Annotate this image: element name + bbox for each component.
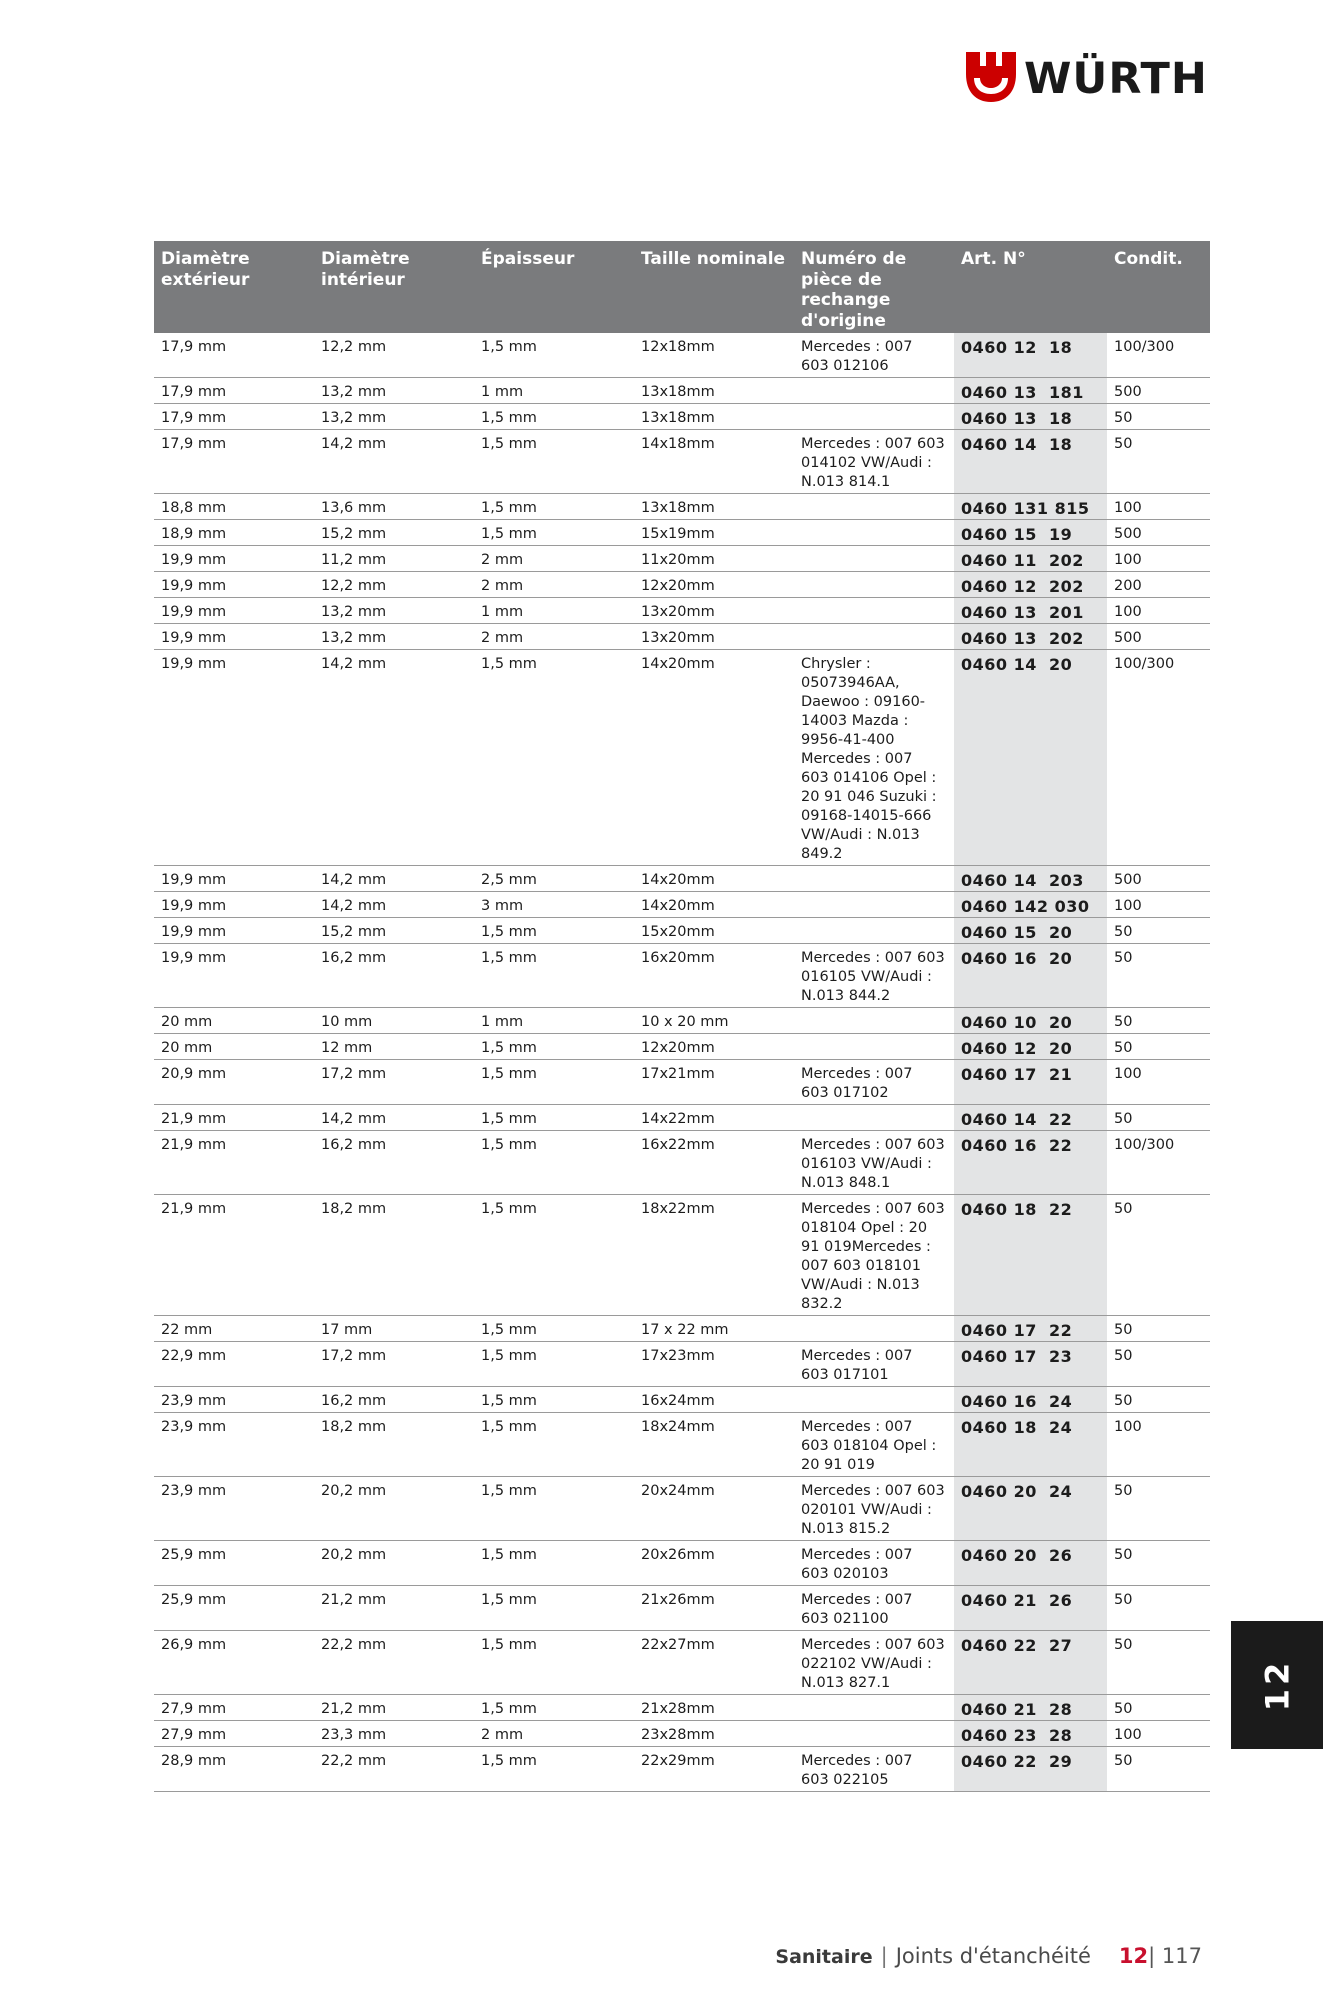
table-cell: 19,9 mm: [154, 650, 314, 866]
table-row: [154, 1105, 1210, 1131]
page-footer: [775, 1944, 1202, 1968]
table-cell: 19,9 mm: [154, 546, 314, 572]
table-row: [154, 572, 1210, 598]
table-cell: 18x24mm: [634, 1413, 794, 1477]
column-header: Diamètre extérieur: [154, 241, 314, 333]
table-cell: [794, 520, 954, 546]
chapter-tab-label: 12: [1258, 1658, 1296, 1712]
column-header: Condit.: [1107, 241, 1210, 333]
table-cell: 0460 14 20: [954, 650, 1107, 866]
table-cell: [794, 866, 954, 892]
table-cell: 27,9 mm: [154, 1721, 314, 1747]
table-cell: [794, 1316, 954, 1342]
table-cell: 18,8 mm: [154, 494, 314, 520]
table-cell: 12x20mm: [634, 1034, 794, 1060]
table-cell: [794, 404, 954, 430]
table-cell: 0460 20 26: [954, 1541, 1107, 1586]
table-cell: 22 mm: [154, 1316, 314, 1342]
table-cell: 50: [1107, 1631, 1210, 1695]
table-cell: 1,5 mm: [474, 333, 634, 378]
table-cell: 23,9 mm: [154, 1387, 314, 1413]
table-cell: 17 mm: [314, 1316, 474, 1342]
table-cell: 25,9 mm: [154, 1586, 314, 1631]
table-cell: 20 mm: [154, 1008, 314, 1034]
table-cell: 1,5 mm: [474, 944, 634, 1008]
table-cell: 15x20mm: [634, 918, 794, 944]
table-cell: 2 mm: [474, 546, 634, 572]
table-row: [154, 333, 1210, 378]
table-cell: 0460 12 20: [954, 1034, 1107, 1060]
table-cell: 0460 13 202: [954, 624, 1107, 650]
table-row: [154, 598, 1210, 624]
table-cell: 0460 13 201: [954, 598, 1107, 624]
table-cell: 14,2 mm: [314, 892, 474, 918]
table-cell: 21,9 mm: [154, 1131, 314, 1195]
table-cell: 17,9 mm: [154, 430, 314, 494]
table-cell: 19,9 mm: [154, 918, 314, 944]
footer-page-number: | 117: [1148, 1944, 1202, 1968]
table-cell: 21,9 mm: [154, 1195, 314, 1316]
table-cell: 10 mm: [314, 1008, 474, 1034]
table-cell: 22x29mm: [634, 1747, 794, 1792]
table-cell: 0460 21 26: [954, 1586, 1107, 1631]
table-cell: 13x18mm: [634, 378, 794, 404]
table-cell: 14,2 mm: [314, 1105, 474, 1131]
table-cell: 1,5 mm: [474, 1747, 634, 1792]
table-cell: 50: [1107, 1195, 1210, 1316]
table-row: [154, 1477, 1210, 1541]
table-cell: 17,2 mm: [314, 1342, 474, 1387]
column-header: Art. N°: [954, 241, 1107, 333]
table-cell: 1,5 mm: [474, 494, 634, 520]
table-cell: 1,5 mm: [474, 1477, 634, 1541]
table-cell: [794, 624, 954, 650]
table-cell: 25,9 mm: [154, 1541, 314, 1586]
table-cell: 21,2 mm: [314, 1695, 474, 1721]
table-cell: 11,2 mm: [314, 546, 474, 572]
table-header-row: [154, 241, 1210, 333]
table-row: [154, 1342, 1210, 1387]
table-cell: 13x18mm: [634, 404, 794, 430]
table-cell: 200: [1107, 572, 1210, 598]
wurth-logo-icon: [966, 52, 1016, 106]
table-cell: 1,5 mm: [474, 1034, 634, 1060]
column-header: Numéro de pièce de rechange d'origine: [794, 241, 954, 333]
table-cell: 16,2 mm: [314, 1131, 474, 1195]
table-cell: 16,2 mm: [314, 1387, 474, 1413]
table-cell: 17,2 mm: [314, 1060, 474, 1105]
table-cell: 1,5 mm: [474, 1413, 634, 1477]
table-cell: 14,2 mm: [314, 430, 474, 494]
table-cell: 500: [1107, 624, 1210, 650]
table-row: [154, 1008, 1210, 1034]
table-cell: 23,9 mm: [154, 1477, 314, 1541]
table-cell: 14x20mm: [634, 892, 794, 918]
table-cell: 0460 18 24: [954, 1413, 1107, 1477]
table-cell: 50: [1107, 1695, 1210, 1721]
table-cell: 100/300: [1107, 650, 1210, 866]
table-cell: 15,2 mm: [314, 918, 474, 944]
table-cell: 100: [1107, 892, 1210, 918]
table-row: [154, 624, 1210, 650]
table-cell: Mercedes : 007 603 020103: [794, 1541, 954, 1586]
table-cell: 16x22mm: [634, 1131, 794, 1195]
column-header: Épaisseur: [474, 241, 634, 333]
table-cell: 21x26mm: [634, 1586, 794, 1631]
table-cell: 1,5 mm: [474, 1586, 634, 1631]
table-cell: 0460 11 202: [954, 546, 1107, 572]
table-row: [154, 1195, 1210, 1316]
table-row: [154, 918, 1210, 944]
table-cell: 12 mm: [314, 1034, 474, 1060]
table-cell: 20,2 mm: [314, 1477, 474, 1541]
table-row: [154, 1387, 1210, 1413]
table-cell: 23,3 mm: [314, 1721, 474, 1747]
table-cell: 0460 22 29: [954, 1747, 1107, 1792]
table-cell: 17,9 mm: [154, 404, 314, 430]
table-row: [154, 378, 1210, 404]
chapter-tab[interactable]: [1231, 1621, 1323, 1749]
table-cell: 0460 142 030: [954, 892, 1107, 918]
table-cell: 50: [1107, 1541, 1210, 1586]
table-cell: 0460 17 21: [954, 1060, 1107, 1105]
footer-chapter: 12: [1118, 1944, 1149, 1968]
table-cell: 14,2 mm: [314, 650, 474, 866]
table-cell: 1 mm: [474, 1008, 634, 1034]
table-cell: 0460 14 18: [954, 430, 1107, 494]
table-cell: Mercedes : 007 603 017101: [794, 1342, 954, 1387]
table-cell: 0460 17 23: [954, 1342, 1107, 1387]
table-cell: 0460 12 18: [954, 333, 1107, 378]
table-cell: 17,9 mm: [154, 333, 314, 378]
table-cell: 18,2 mm: [314, 1413, 474, 1477]
table-cell: [794, 1387, 954, 1413]
table-cell: 1 mm: [474, 598, 634, 624]
table-cell: [794, 1034, 954, 1060]
table-cell: 50: [1107, 1586, 1210, 1631]
table-cell: 1,5 mm: [474, 1695, 634, 1721]
table-cell: 50: [1107, 944, 1210, 1008]
table-cell: 21x28mm: [634, 1695, 794, 1721]
table-cell: 50: [1107, 918, 1210, 944]
table-cell: 500: [1107, 378, 1210, 404]
table-row: [154, 494, 1210, 520]
table-cell: 0460 17 22: [954, 1316, 1107, 1342]
table-cell: 0460 16 20: [954, 944, 1107, 1008]
table-cell: 2,5 mm: [474, 866, 634, 892]
table-cell: 3 mm: [474, 892, 634, 918]
table-cell: 21,2 mm: [314, 1586, 474, 1631]
table-cell: Mercedes : 007 603 016105 VW/Audi : N.013 844.2: [794, 944, 954, 1008]
table-cell: 12,2 mm: [314, 572, 474, 598]
table-cell: 2 mm: [474, 624, 634, 650]
table-cell: [794, 572, 954, 598]
table-body: [154, 333, 1210, 1792]
table-cell: 19,9 mm: [154, 866, 314, 892]
table-row: [154, 1586, 1210, 1631]
table-cell: 0460 14 203: [954, 866, 1107, 892]
table-row: [154, 404, 1210, 430]
table-cell: 100: [1107, 546, 1210, 572]
table-cell: 13,2 mm: [314, 598, 474, 624]
table-cell: [794, 1695, 954, 1721]
table-cell: 19,9 mm: [154, 598, 314, 624]
table-cell: 0460 16 22: [954, 1131, 1107, 1195]
table-cell: 13x18mm: [634, 494, 794, 520]
table-row: [154, 546, 1210, 572]
table-row: [154, 866, 1210, 892]
table-cell: 100/300: [1107, 333, 1210, 378]
table-cell: 11x20mm: [634, 546, 794, 572]
table-cell: 100: [1107, 598, 1210, 624]
table-cell: 22,2 mm: [314, 1747, 474, 1792]
table-cell: 20 mm: [154, 1034, 314, 1060]
table-cell: 50: [1107, 1034, 1210, 1060]
table-cell: 1,5 mm: [474, 918, 634, 944]
table-cell: 1,5 mm: [474, 520, 634, 546]
table-cell: Mercedes : 007 603 012106: [794, 333, 954, 378]
table-row: [154, 430, 1210, 494]
table-cell: 2 mm: [474, 572, 634, 598]
table-cell: [794, 598, 954, 624]
table-cell: 50: [1107, 1316, 1210, 1342]
table-cell: 1,5 mm: [474, 1060, 634, 1105]
table-cell: 50: [1107, 404, 1210, 430]
table-cell: 20x24mm: [634, 1477, 794, 1541]
product-table: [154, 241, 1210, 1792]
table-row: [154, 1413, 1210, 1477]
table-cell: Mercedes : 007 603 022102 VW/Audi : N.013 827.1: [794, 1631, 954, 1695]
table-cell: 22,9 mm: [154, 1342, 314, 1387]
table-cell: 100/300: [1107, 1131, 1210, 1195]
table-row: [154, 892, 1210, 918]
table-cell: 500: [1107, 866, 1210, 892]
table-cell: 12,2 mm: [314, 333, 474, 378]
table-cell: 50: [1107, 1477, 1210, 1541]
table-cell: 50: [1107, 1342, 1210, 1387]
table-cell: 14x20mm: [634, 650, 794, 866]
table-cell: 13x20mm: [634, 598, 794, 624]
table-cell: 14,2 mm: [314, 866, 474, 892]
table-cell: 20,2 mm: [314, 1541, 474, 1586]
table-cell: 16x24mm: [634, 1387, 794, 1413]
table-cell: 0460 18 22: [954, 1195, 1107, 1316]
table-cell: 1,5 mm: [474, 430, 634, 494]
table-cell: 100: [1107, 494, 1210, 520]
table-row: [154, 1747, 1210, 1792]
table-cell: 2 mm: [474, 1721, 634, 1747]
table-cell: 100: [1107, 1721, 1210, 1747]
table-cell: 1,5 mm: [474, 1631, 634, 1695]
table-cell: 21,9 mm: [154, 1105, 314, 1131]
table-cell: 15x19mm: [634, 520, 794, 546]
table-cell: 0460 14 22: [954, 1105, 1107, 1131]
table-cell: 1 mm: [474, 378, 634, 404]
table-cell: 1,5 mm: [474, 404, 634, 430]
table-row: [154, 1131, 1210, 1195]
table-cell: 0460 16 24: [954, 1387, 1107, 1413]
table-cell: 1,5 mm: [474, 1342, 634, 1387]
table-cell: Mercedes : 007 603 020101 VW/Audi : N.013 815.2: [794, 1477, 954, 1541]
brand-logo: [966, 52, 1208, 106]
table-cell: 1,5 mm: [474, 1195, 634, 1316]
table-cell: [794, 1008, 954, 1034]
table-cell: 500: [1107, 520, 1210, 546]
table-cell: 13,2 mm: [314, 378, 474, 404]
table-row: [154, 1060, 1210, 1105]
table-cell: Mercedes : 007 603 017102: [794, 1060, 954, 1105]
table-cell: 22x27mm: [634, 1631, 794, 1695]
table-cell: 19,9 mm: [154, 572, 314, 598]
table-cell: 13,6 mm: [314, 494, 474, 520]
footer-section: Sanitaire: [775, 1946, 873, 1968]
table-row: [154, 944, 1210, 1008]
table-cell: 17x21mm: [634, 1060, 794, 1105]
table-cell: 1,5 mm: [474, 1131, 634, 1195]
table-cell: Mercedes : 007 603 014102 VW/Audi : N.013 814.1: [794, 430, 954, 494]
table-cell: Mercedes : 007 603 022105: [794, 1747, 954, 1792]
brand-name: WÜRTH: [1024, 54, 1208, 104]
table-cell: 0460 21 28: [954, 1695, 1107, 1721]
table-cell: 19,9 mm: [154, 944, 314, 1008]
column-header: Diamètre intérieur: [314, 241, 474, 333]
table-cell: 100: [1107, 1413, 1210, 1477]
table-cell: 13x20mm: [634, 624, 794, 650]
table-cell: Mercedes : 007 603 018104 Opel : 20 91 019: [794, 1413, 954, 1477]
table-cell: 23,9 mm: [154, 1413, 314, 1477]
table-cell: 19,9 mm: [154, 624, 314, 650]
table-cell: 0460 13 18: [954, 404, 1107, 430]
table-cell: 23x28mm: [634, 1721, 794, 1747]
table-cell: 50: [1107, 1008, 1210, 1034]
table-cell: 50: [1107, 1105, 1210, 1131]
table-cell: 16,2 mm: [314, 944, 474, 1008]
table-cell: 0460 13 181: [954, 378, 1107, 404]
table-cell: 12x18mm: [634, 333, 794, 378]
table-row: [154, 1034, 1210, 1060]
table-cell: 1,5 mm: [474, 1316, 634, 1342]
table-cell: 14x18mm: [634, 430, 794, 494]
table-cell: Mercedes : 007 603 016103 VW/Audi : N.013 848.1: [794, 1131, 954, 1195]
table-cell: 0460 12 202: [954, 572, 1107, 598]
table-cell: [794, 546, 954, 572]
table-cell: 13,2 mm: [314, 624, 474, 650]
table-cell: 1,5 mm: [474, 1105, 634, 1131]
table-cell: 0460 15 20: [954, 918, 1107, 944]
table-cell: Mercedes : 007 603 021100: [794, 1586, 954, 1631]
table-cell: 20,9 mm: [154, 1060, 314, 1105]
table-row: [154, 1721, 1210, 1747]
table-cell: 50: [1107, 430, 1210, 494]
table-cell: [794, 892, 954, 918]
table-cell: 50: [1107, 1387, 1210, 1413]
table-cell: Mercedes : 007 603 018104 Opel : 20 91 019Mercedes : 007 603 018101 VW/Audi : N.013 832.2: [794, 1195, 954, 1316]
table-cell: 17 x 22 mm: [634, 1316, 794, 1342]
table-cell: 0460 20 24: [954, 1477, 1107, 1541]
table-cell: 10 x 20 mm: [634, 1008, 794, 1034]
table-cell: Chrysler : 05073946AA, Daewoo : 09160- 14003 Mazda : 9956-41-400 Mercedes : 007 603 014106 Opel : 20 91 046 Suzuki : 09168-14015-666 VW/Audi : N.013 849.2: [794, 650, 954, 866]
table-cell: [794, 1721, 954, 1747]
table-row: [154, 520, 1210, 546]
table-cell: 12x20mm: [634, 572, 794, 598]
table-cell: 50: [1107, 1747, 1210, 1792]
table-cell: 15,2 mm: [314, 520, 474, 546]
table-cell: 20x26mm: [634, 1541, 794, 1586]
table-cell: [794, 494, 954, 520]
table-cell: 13,2 mm: [314, 404, 474, 430]
table-row: [154, 650, 1210, 866]
table-cell: [794, 378, 954, 404]
table-cell: 1,5 mm: [474, 1541, 634, 1586]
table-cell: 22,2 mm: [314, 1631, 474, 1695]
table-cell: 19,9 mm: [154, 892, 314, 918]
table-cell: 14x22mm: [634, 1105, 794, 1131]
table-cell: 17x23mm: [634, 1342, 794, 1387]
table-cell: [794, 1105, 954, 1131]
table-cell: 18x22mm: [634, 1195, 794, 1316]
table-cell: [794, 918, 954, 944]
table-cell: 1,5 mm: [474, 650, 634, 866]
table-cell: 16x20mm: [634, 944, 794, 1008]
column-header: Taille nominale: [634, 241, 794, 333]
table-cell: 100: [1107, 1060, 1210, 1105]
table-cell: 1,5 mm: [474, 1387, 634, 1413]
table-cell: 0460 15 19: [954, 520, 1107, 546]
table-row: [154, 1695, 1210, 1721]
table-cell: 26,9 mm: [154, 1631, 314, 1695]
table-cell: 0460 131 815: [954, 494, 1107, 520]
table-cell: 18,2 mm: [314, 1195, 474, 1316]
table-cell: 18,9 mm: [154, 520, 314, 546]
table-cell: 28,9 mm: [154, 1747, 314, 1792]
footer-subsection: Joints d'étanchéité: [895, 1944, 1091, 1968]
table-cell: 0460 10 20: [954, 1008, 1107, 1034]
table-cell: 27,9 mm: [154, 1695, 314, 1721]
table-cell: 17,9 mm: [154, 378, 314, 404]
table-row: [154, 1316, 1210, 1342]
footer-separator: |: [880, 1944, 888, 1968]
table-row: [154, 1541, 1210, 1586]
table-row: [154, 1631, 1210, 1695]
table-cell: 14x20mm: [634, 866, 794, 892]
table-cell: 0460 23 28: [954, 1721, 1107, 1747]
table-cell: 0460 22 27: [954, 1631, 1107, 1695]
